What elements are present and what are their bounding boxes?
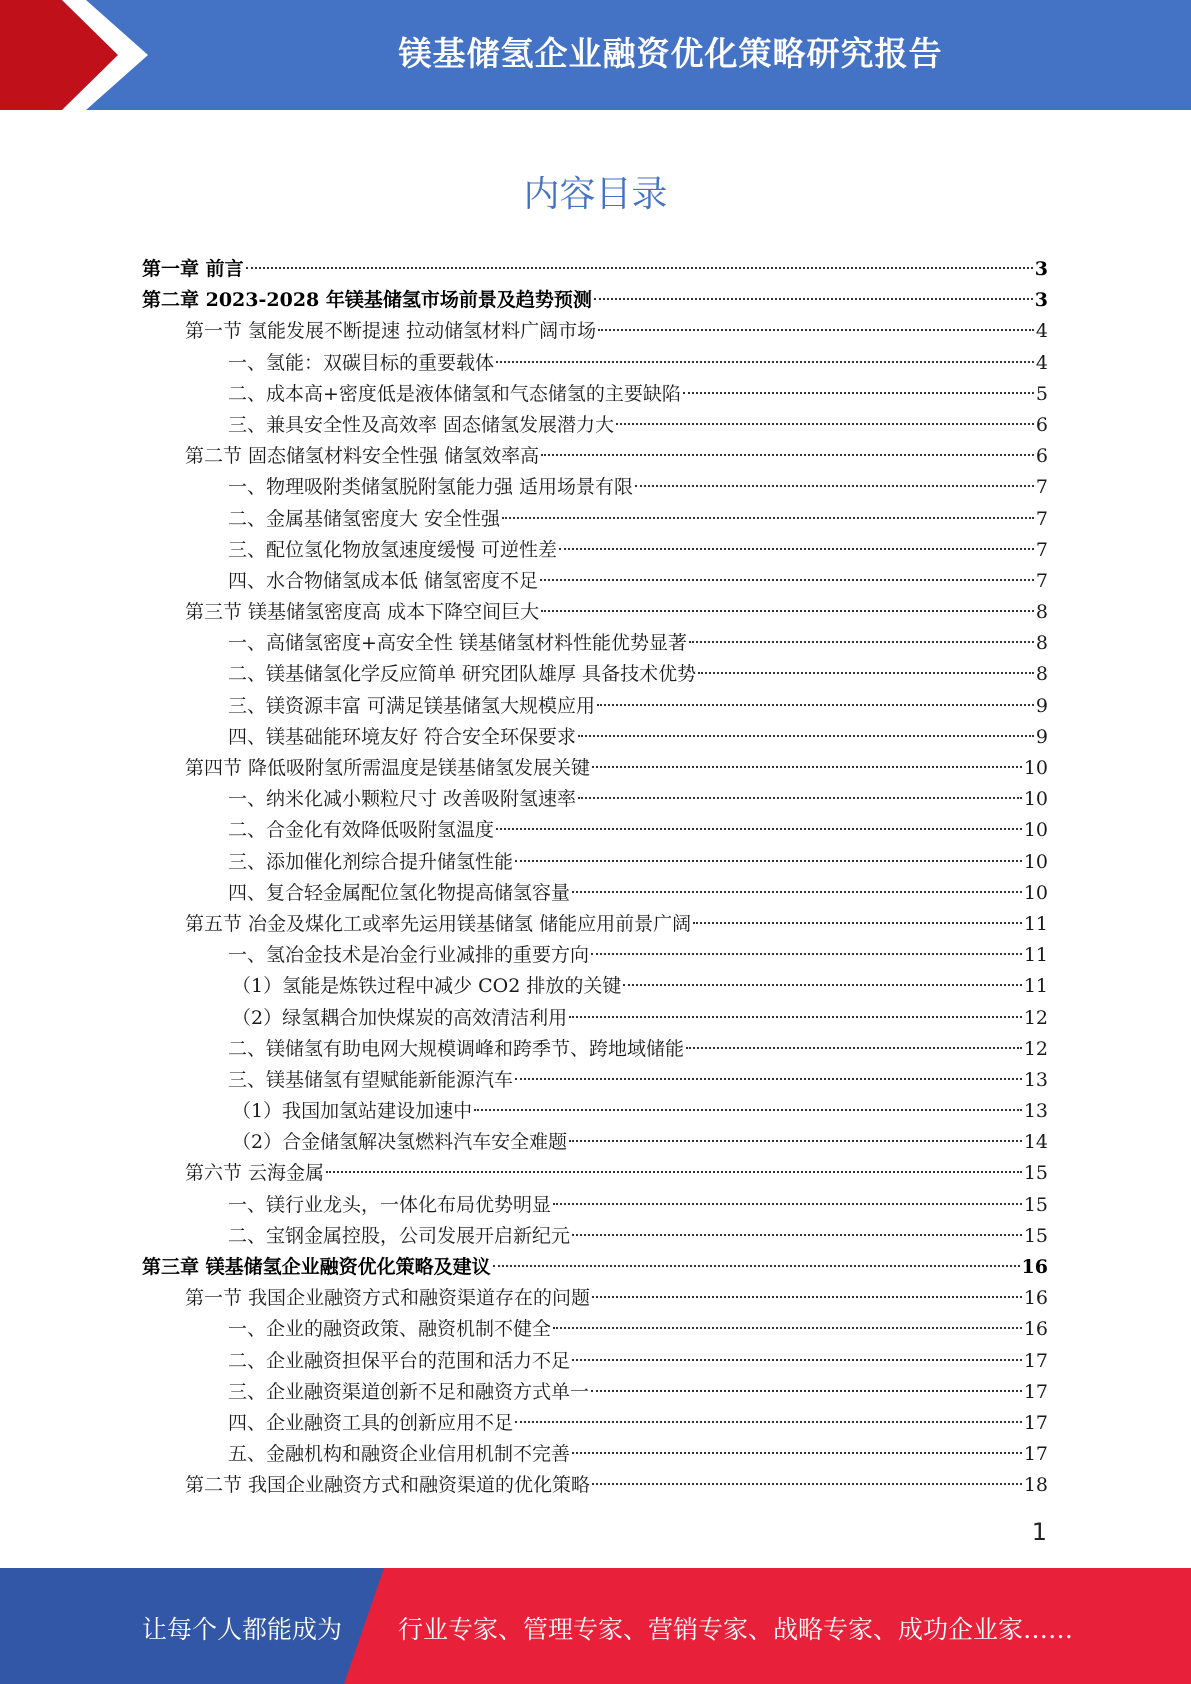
toc-entry-page: 10 xyxy=(1023,819,1048,842)
toc-entry[interactable] xyxy=(142,847,1048,878)
toc-entry-page: 6 xyxy=(1035,445,1048,468)
toc-entry-page: 4 xyxy=(1035,320,1048,343)
toc-entry-page: 9 xyxy=(1035,725,1048,748)
toc-entry[interactable] xyxy=(142,878,1048,909)
dot-leader xyxy=(616,423,1034,425)
toc-entry[interactable] xyxy=(142,1283,1048,1314)
toc-entry-page: 16 xyxy=(1023,1318,1048,1341)
page-number: 1 xyxy=(1031,1518,1047,1546)
dot-leader xyxy=(474,1109,1022,1111)
toc-entry-title: 第一章 前言 xyxy=(142,258,244,280)
toc-entry[interactable] xyxy=(142,815,1048,846)
dot-leader xyxy=(572,1359,1022,1361)
dot-leader xyxy=(540,579,1034,581)
table-of-contents xyxy=(142,254,1048,1502)
toc-entry-title: （2）绿氢耦合加快煤炭的高效清洁利用 xyxy=(232,1006,568,1029)
dot-leader xyxy=(569,1140,1022,1142)
toc-entry[interactable] xyxy=(142,1408,1048,1439)
toc-entry[interactable] xyxy=(142,1314,1048,1345)
page-footer xyxy=(0,1568,1191,1684)
toc-entry[interactable] xyxy=(142,1003,1048,1034)
dot-leader xyxy=(635,485,1034,487)
toc-entry-page: 7 xyxy=(1035,476,1048,499)
toc-entry-title: 第五节 冶金及煤化工或率先运用镁基储氢 储能应用前景广阔 xyxy=(185,912,692,935)
toc-entry[interactable] xyxy=(142,940,1048,971)
toc-entry-page: 17 xyxy=(1023,1411,1048,1434)
toc-entry[interactable] xyxy=(142,566,1048,597)
toc-entry-page: 11 xyxy=(1023,944,1048,967)
toc-entry[interactable] xyxy=(142,285,1048,316)
toc-entry[interactable] xyxy=(142,722,1048,753)
dot-leader xyxy=(515,1421,1022,1423)
toc-entry-title: 第一节 我国企业融资方式和融资渠道存在的问题 xyxy=(185,1287,591,1310)
toc-entry-page: 17 xyxy=(1023,1443,1048,1466)
toc-entry-title: 三、镁基储氢有望赋能新能源汽车 xyxy=(228,1068,514,1091)
toc-entry-title: 第六节 云海金属 xyxy=(185,1162,325,1185)
toc-entry[interactable] xyxy=(142,1252,1048,1283)
toc-entry-page: 3 xyxy=(1034,289,1048,312)
toc-entry-title: 二、企业融资担保平台的范围和活力不足 xyxy=(228,1349,571,1372)
toc-entry-title: 二、镁基储氢化学反应简单 研究团队雄厚 具备技术优势 xyxy=(228,663,697,686)
toc-entry-title: 四、水合物储氢成本低 储氢密度不足 xyxy=(228,569,539,592)
toc-entry-title: 三、企业融资渠道创新不足和融资方式单一 xyxy=(228,1380,590,1403)
dot-leader xyxy=(515,860,1022,862)
dot-leader xyxy=(591,1390,1022,1392)
toc-entry[interactable] xyxy=(142,971,1048,1002)
toc-entry[interactable] xyxy=(142,379,1048,410)
dot-leader xyxy=(698,672,1034,674)
toc-entry-title: 第三节 镁基储氢密度高 成本下降空间巨大 xyxy=(185,601,540,624)
toc-entry-page: 16 xyxy=(1021,1256,1048,1278)
toc-entry[interactable] xyxy=(142,1127,1048,1158)
dot-leader xyxy=(493,1265,1020,1267)
toc-entry-title: 四、复合轻金属配位氢化物提高储氢容量 xyxy=(228,881,571,904)
toc-entry-page: 13 xyxy=(1023,1068,1048,1091)
toc-entry-page: 16 xyxy=(1023,1287,1048,1310)
dot-leader xyxy=(572,1234,1022,1236)
toc-entry[interactable] xyxy=(142,784,1048,815)
toc-entry[interactable] xyxy=(142,1190,1048,1221)
footer-slogan-left: 让每个人都能成为 xyxy=(142,1615,343,1644)
dot-leader xyxy=(541,454,1034,456)
toc-entry-page: 6 xyxy=(1035,413,1048,436)
dot-leader xyxy=(553,1203,1022,1205)
dot-leader xyxy=(553,1327,1022,1329)
dot-leader xyxy=(326,1171,1022,1173)
toc-entry-page: 17 xyxy=(1023,1380,1048,1403)
dot-leader xyxy=(572,1452,1022,1454)
toc-entry-page: 4 xyxy=(1035,351,1048,374)
footer-slogan-right: 行业专家、管理专家、营销专家、战略专家、成功企业家…… xyxy=(398,1615,1074,1644)
dot-leader xyxy=(594,298,1033,300)
toc-entry-page: 8 xyxy=(1035,601,1048,624)
toc-entry-title: （1）我国加氢站建设加速中 xyxy=(232,1100,473,1123)
toc-entry[interactable] xyxy=(142,504,1048,535)
toc-entry[interactable] xyxy=(142,753,1048,784)
toc-entry[interactable] xyxy=(142,909,1048,940)
toc-entry-title: 第四节 降低吸附氢所需温度是镁基储氢发展关键 xyxy=(185,757,591,779)
toc-entry-title: （2）合金储氢解决氢燃料汽车安全难题 xyxy=(232,1131,568,1154)
toc-entry-page: 13 xyxy=(1023,1100,1048,1123)
dot-leader xyxy=(693,922,1022,924)
dot-leader xyxy=(598,329,1034,331)
toc-entry-title: 第二章 2023-2028 年镁基储氢市场前景及趋势预测 xyxy=(142,289,592,312)
document-title: 镁基储氢企业融资优化策略研究报告 xyxy=(398,34,943,73)
dot-leader xyxy=(592,766,1022,768)
toc-entry-title: 二、镁储氢有助电网大规模调峰和跨季节、跨地域储能 xyxy=(228,1037,685,1060)
toc-entry[interactable] xyxy=(142,659,1048,690)
toc-entry-title: 第二节 固态储氢材料安全性强 储氢效率高 xyxy=(185,445,540,468)
toc-entry-page: 10 xyxy=(1023,881,1048,904)
toc-entry[interactable] xyxy=(142,1221,1048,1252)
toc-entry-title: 一、氢冶金技术是冶金行业减排的重要方向 xyxy=(228,944,590,967)
toc-entry-page: 8 xyxy=(1035,663,1048,686)
toc-entry[interactable] xyxy=(142,1096,1048,1127)
toc-entry-title: 一、企业的融资政策、融资机制不健全 xyxy=(228,1318,552,1341)
toc-entry-page: 17 xyxy=(1023,1349,1048,1372)
toc-entry-page: 15 xyxy=(1023,1224,1048,1247)
dot-leader xyxy=(592,1483,1022,1485)
toc-entry-title: 一、氢能：双碳目标的重要载体 xyxy=(228,351,495,374)
toc-entry-page: 10 xyxy=(1023,757,1048,779)
dot-leader xyxy=(572,891,1022,893)
dot-leader xyxy=(578,797,1022,799)
toc-entry-page: 12 xyxy=(1023,1006,1048,1029)
toc-entry[interactable] xyxy=(142,316,1048,347)
toc-entry-page: 9 xyxy=(1035,694,1048,717)
dot-leader xyxy=(515,1078,1022,1080)
toc-entry[interactable] xyxy=(142,254,1048,285)
toc-entry-title: 二、合金化有效降低吸附氢温度 xyxy=(228,819,495,842)
toc-entry-page: 12 xyxy=(1023,1037,1048,1060)
toc-entry-page: 15 xyxy=(1023,1162,1048,1185)
toc-entry[interactable] xyxy=(142,628,1048,659)
toc-entry-title: 一、镁行业龙头，一体化布局优势明显 xyxy=(228,1193,552,1216)
toc-entry-page: 7 xyxy=(1035,569,1048,592)
dot-leader xyxy=(502,517,1034,519)
toc-entry-title: 第一节 氢能发展不断提速 拉动储氢材料广阔市场 xyxy=(185,320,597,343)
dot-leader xyxy=(591,953,1022,955)
toc-entry-title: 三、添加催化剂综合提升储氢性能 xyxy=(228,850,514,873)
toc-entry[interactable] xyxy=(142,410,1048,441)
toc-entry[interactable] xyxy=(142,1034,1048,1065)
dot-leader xyxy=(686,1047,1022,1049)
dot-leader xyxy=(578,735,1034,737)
toc-entry-title: 四、企业融资工具的创新应用不足 xyxy=(228,1411,514,1434)
dot-leader xyxy=(541,610,1034,612)
dot-leader xyxy=(597,704,1034,706)
toc-entry-title: 三、配位氢化物放氢速度缓慢 可逆性差 xyxy=(228,538,558,561)
toc-entry-title: 五、金融机构和融资企业信用机制不完善 xyxy=(228,1443,571,1466)
toc-entry[interactable] xyxy=(142,1377,1048,1408)
toc-entry[interactable] xyxy=(142,1439,1048,1470)
toc-entry-title: 二、成本高+密度低是液体储氢和气态储氢的主要缺陷 xyxy=(228,382,681,405)
toc-entry-title: 二、宝钢金属控股，公司发展开启新纪元 xyxy=(228,1224,571,1247)
toc-entry-page: 15 xyxy=(1023,1193,1048,1216)
dot-leader xyxy=(559,548,1034,550)
toc-entry[interactable] xyxy=(142,1470,1048,1501)
dot-leader xyxy=(496,361,1034,363)
toc-entry-title: 一、高储氢密度+高安全性 镁基储氢材料性能优势显著 xyxy=(228,632,687,655)
toc-heading: 内容目录 xyxy=(523,174,668,215)
toc-entry-title: 三、兼具安全性及高效率 固态储氢发展潜力大 xyxy=(228,413,615,436)
toc-entry-title: 一、纳米化减小颗粒尺寸 改善吸附氢速率 xyxy=(228,788,577,811)
toc-entry[interactable] xyxy=(142,472,1048,503)
toc-entry[interactable] xyxy=(142,597,1048,628)
toc-entry[interactable] xyxy=(142,535,1048,566)
toc-entry[interactable] xyxy=(142,1065,1048,1096)
toc-entry-title: 四、镁基础能环境友好 符合安全环保要求 xyxy=(228,725,577,748)
toc-entry-page: 18 xyxy=(1023,1474,1048,1497)
toc-entry[interactable] xyxy=(142,691,1048,722)
dot-leader xyxy=(569,1016,1022,1018)
dot-leader xyxy=(683,392,1034,394)
toc-entry-title: 二、金属基储氢密度大 安全性强 xyxy=(228,507,501,530)
toc-entry[interactable] xyxy=(142,1158,1048,1189)
toc-entry-page: 3 xyxy=(1034,258,1048,280)
toc-entry-page: 11 xyxy=(1023,975,1048,998)
toc-entry-page: 5 xyxy=(1035,382,1048,405)
page-header xyxy=(0,0,1191,110)
toc-entry-title: 三、镁资源丰富 可满足镁基储氢大规模应用 xyxy=(228,694,596,717)
toc-entry[interactable] xyxy=(142,1346,1048,1377)
toc-entry-title: 一、物理吸附类储氢脱附氢能力强 适用场景有限 xyxy=(228,476,634,499)
toc-entry[interactable] xyxy=(142,348,1048,379)
dot-leader xyxy=(246,267,1033,269)
toc-entry-title: 第三章 镁基储氢企业融资优化策略及建议 xyxy=(142,1256,491,1278)
dot-leader xyxy=(689,641,1034,643)
toc-entry-title: （1）氢能是炼铁过程中减少 CO2 排放的关键 xyxy=(232,975,622,998)
toc-entry-page: 7 xyxy=(1035,538,1048,561)
dot-leader xyxy=(623,984,1021,986)
toc-entry-page: 10 xyxy=(1023,788,1048,811)
toc-entry-page: 8 xyxy=(1035,632,1048,655)
toc-entry-page: 7 xyxy=(1035,507,1048,530)
toc-entry[interactable] xyxy=(142,441,1048,472)
toc-entry-page: 10 xyxy=(1023,850,1048,873)
toc-entry-title: 第二节 我国企业融资方式和融资渠道的优化策略 xyxy=(185,1474,591,1497)
dot-leader xyxy=(496,828,1022,830)
toc-entry-page: 14 xyxy=(1023,1131,1048,1154)
toc-entry-page: 11 xyxy=(1023,912,1048,935)
dot-leader xyxy=(592,1296,1022,1298)
